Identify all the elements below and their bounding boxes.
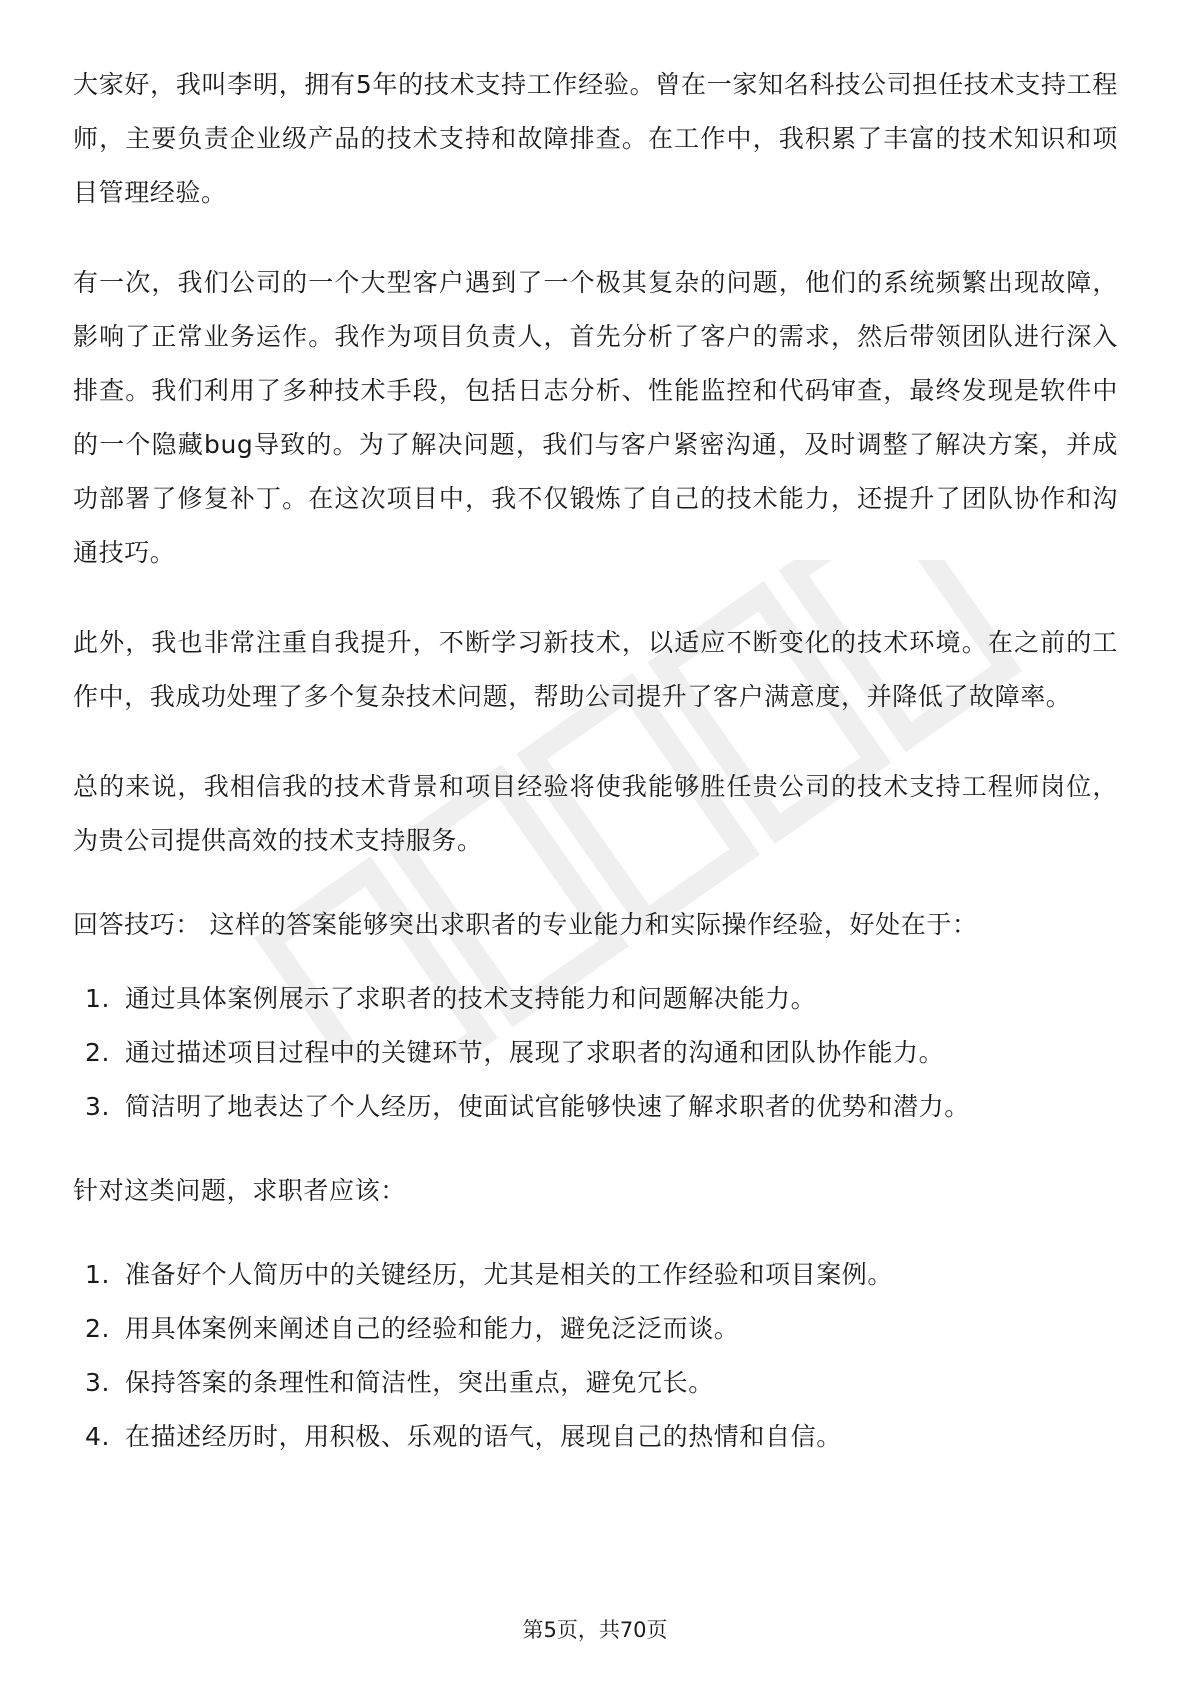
list-number: 2. — [85, 1314, 111, 1343]
list-item — [73, 1080, 1118, 1134]
list-number: 3. — [85, 1092, 111, 1121]
advice-intro: 针对这类问题，求职者应该： — [73, 1176, 406, 1205]
list-item-text: 通过描述项目过程中的关键环节，展现了求职者的沟通和团队协作能力。 — [125, 1038, 945, 1067]
intro-paragraph: 大家好，我叫李明，拥有5年的技术支持工作经验。曾在一家知名科技公司担任技术支持工程师，主要负责企业级产品的技术支持和故障排查。在工作中，我积累了丰富的技术知识和项目管理经验。 — [73, 70, 1118, 207]
list-item-text: 通过具体案例展示了求职者的技术支持能力和问题解决能力。 — [125, 984, 817, 1013]
tips-list — [73, 972, 1118, 1134]
list-number: 4. — [85, 1422, 111, 1451]
list-item — [73, 1026, 1118, 1080]
list-number: 2. — [85, 1038, 111, 1067]
page-number-footer: 第5页，共70页 — [522, 1618, 668, 1642]
list-item — [73, 1410, 1118, 1464]
list-item-text: 准备好个人简历中的关键经历，尤其是相关的工作经验和项目案例。 — [125, 1260, 894, 1289]
list-item — [73, 1248, 1118, 1302]
self-improvement-paragraph: 此外，我也非常注重自我提升，不断学习新技术，以适应不断变化的技术环境。在之前的工作中，我成功处理了多个复杂技术问题，帮助公司提升了客户满意度，并降低了故障率。 — [73, 628, 1118, 711]
list-item — [73, 972, 1118, 1026]
tips-intro: 回答技巧： 这样的答案能够突出求职者的专业能力和实际操作经验，好处在于： — [73, 910, 978, 939]
document-body — [73, 58, 1118, 1464]
list-item — [73, 1356, 1118, 1410]
list-item-text: 在描述经历时，用积极、乐观的语气，展现自己的热情和自信。 — [125, 1422, 842, 1451]
list-item-text: 保持答案的条理性和简洁性，突出重点，避免冗长。 — [125, 1368, 714, 1397]
list-number: 1. — [85, 1260, 111, 1289]
list-item-text: 简洁明了地表达了个人经历，使面试官能够快速了解求职者的优势和潜力。 — [125, 1092, 970, 1121]
list-item-text: 用具体案例来阐述自己的经验和能力，避免泛泛而谈。 — [125, 1314, 740, 1343]
list-number: 3. — [85, 1368, 111, 1397]
advice-list — [73, 1248, 1118, 1464]
summary-paragraph: 总的来说，我相信我的技术背景和项目经验将使我能够胜任贵公司的技术支持工程师岗位，为贵公司提供高效的技术支持服务。 — [73, 772, 1118, 855]
story-paragraph: 有一次，我们公司的一个大型客户遇到了一个极其复杂的问题，他们的系统频繁出现故障，影响了正常业务运作。我作为项目负责人，首先分析了客户的需求，然后带领团队进行深入排查。我们利用了多种技术手段，包括日志分析、性能监控和代码审查，最终发现是软件中的一个隐藏bug导致的。为了解决问题，我们与客户紧密沟通，及时调整了解决方案，并成功部署了修复补丁。在这次项目中，我不仅锻炼了自己的技术能力，还提升了团队协作和沟通技巧。 — [73, 268, 1118, 567]
list-number: 1. — [85, 984, 111, 1013]
list-item — [73, 1302, 1118, 1356]
